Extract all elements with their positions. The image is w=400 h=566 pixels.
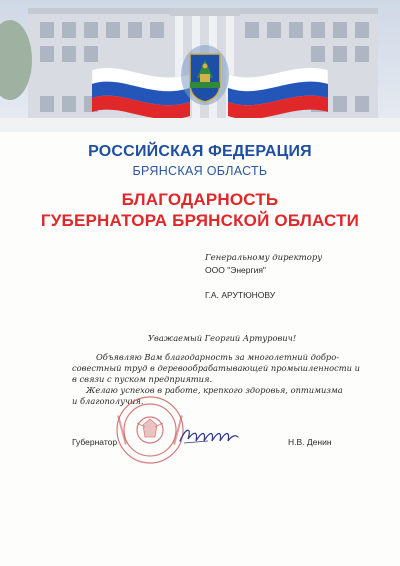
addressee-name: Г.А. АРУТЮНОВУ [205, 290, 276, 300]
letter-paragraph-2-line-2: и благополучия. [72, 396, 144, 406]
letter-greeting: Уважаемый Георгий Артурович! [148, 333, 297, 343]
addressee-company: ООО "Энергия" [205, 265, 266, 275]
letter-paragraph-1-line-1: Объявляю Вам благодарность за многолетний добро- [96, 352, 340, 362]
russian-flag-right-icon [228, 56, 328, 118]
governor-signature [178, 425, 240, 447]
bryansk-coat-of-arms-icon [180, 44, 230, 106]
governor-heading: ГУБЕРНАТОРА БРЯНСКОЙ ОБЛАСТИ [40, 211, 360, 230]
official-seal-stamp [115, 395, 185, 465]
letter-paragraph-1-line-2: совестный труд в деревообрабатывающей промышленности и [72, 363, 360, 373]
federation-title: РОССИЙСКАЯ ФЕДЕРАЦИЯ [88, 143, 312, 160]
russian-flag-left-icon [92, 56, 190, 118]
gratitude-heading: БЛАГОДАРНОСТЬ [121, 190, 279, 209]
signer-name: Н.В. Денин [288, 437, 332, 447]
governor-position-label: Губернатор [72, 437, 118, 447]
letter-paragraph-2-line-1: Желаю успехов в работе, крепкого здоровья, оптимизма [86, 385, 343, 395]
region-subtitle: БРЯНСКАЯ ОБЛАСТЬ [132, 164, 268, 178]
addressee-position: Генеральному директору [205, 253, 323, 263]
letter-paragraph-1-line-3: в связи с пуском предприятия. [72, 374, 213, 384]
